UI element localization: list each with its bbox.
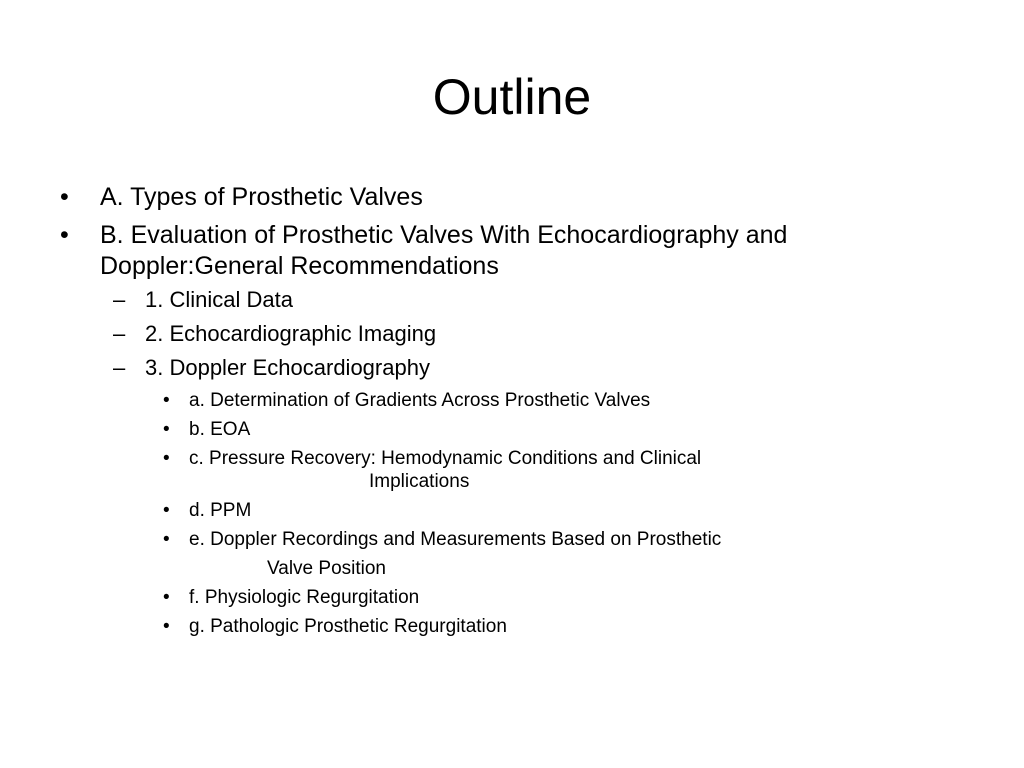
outline-item-b3c: c. Pressure Recovery: Hemodynamic Conditions and Clinical [189,448,702,469]
dash-bullet-icon: – [113,321,126,346]
dash-bullet-icon: – [113,355,126,380]
bullet-icon: • [163,500,170,521]
outline-item-b3g: g. Pathologic Prosthetic Regurgitation [189,616,507,637]
outline-item-b-continuation: Doppler:General Recommendations [100,252,499,280]
outline-item-b3d: d. PPM [189,500,252,521]
outline-item-b3f: f. Physiologic Regurgitation [189,587,420,608]
outline-item-a: A. Types of Prosthetic Valves [100,183,423,211]
slide-title: Outline [432,69,592,125]
bullet-icon: • [163,616,170,637]
bullet-icon: • [163,529,170,550]
outline-item-b2: 2. Echocardiographic Imaging [145,321,437,346]
dash-bullet-icon: – [113,287,126,312]
bullet-icon: • [163,448,170,469]
outline-item-b1: 1. Clinical Data [145,287,293,312]
outline-item-b3: 3. Doppler Echocardiography [145,355,430,380]
bullet-icon: • [163,390,170,411]
bullet-icon: • [60,183,69,211]
outline-item-b3b: b. EOA [189,419,251,440]
outline-item-b3a: a. Determination of Gradients Across Prosthetic Valves [189,390,651,411]
outline-item-b3e: e. Doppler Recordings and Measurements Based on Prosthetic [189,529,722,550]
outline-item-b3c-continuation: Implications [369,471,470,492]
bullet-icon: • [60,221,69,249]
outline-item-b3e-continuation: Valve Position [267,558,386,579]
bullet-icon: • [163,587,170,608]
bullet-icon: • [163,419,170,440]
outline-item-b: B. Evaluation of Prosthetic Valves With Echocardiography and [100,221,788,249]
